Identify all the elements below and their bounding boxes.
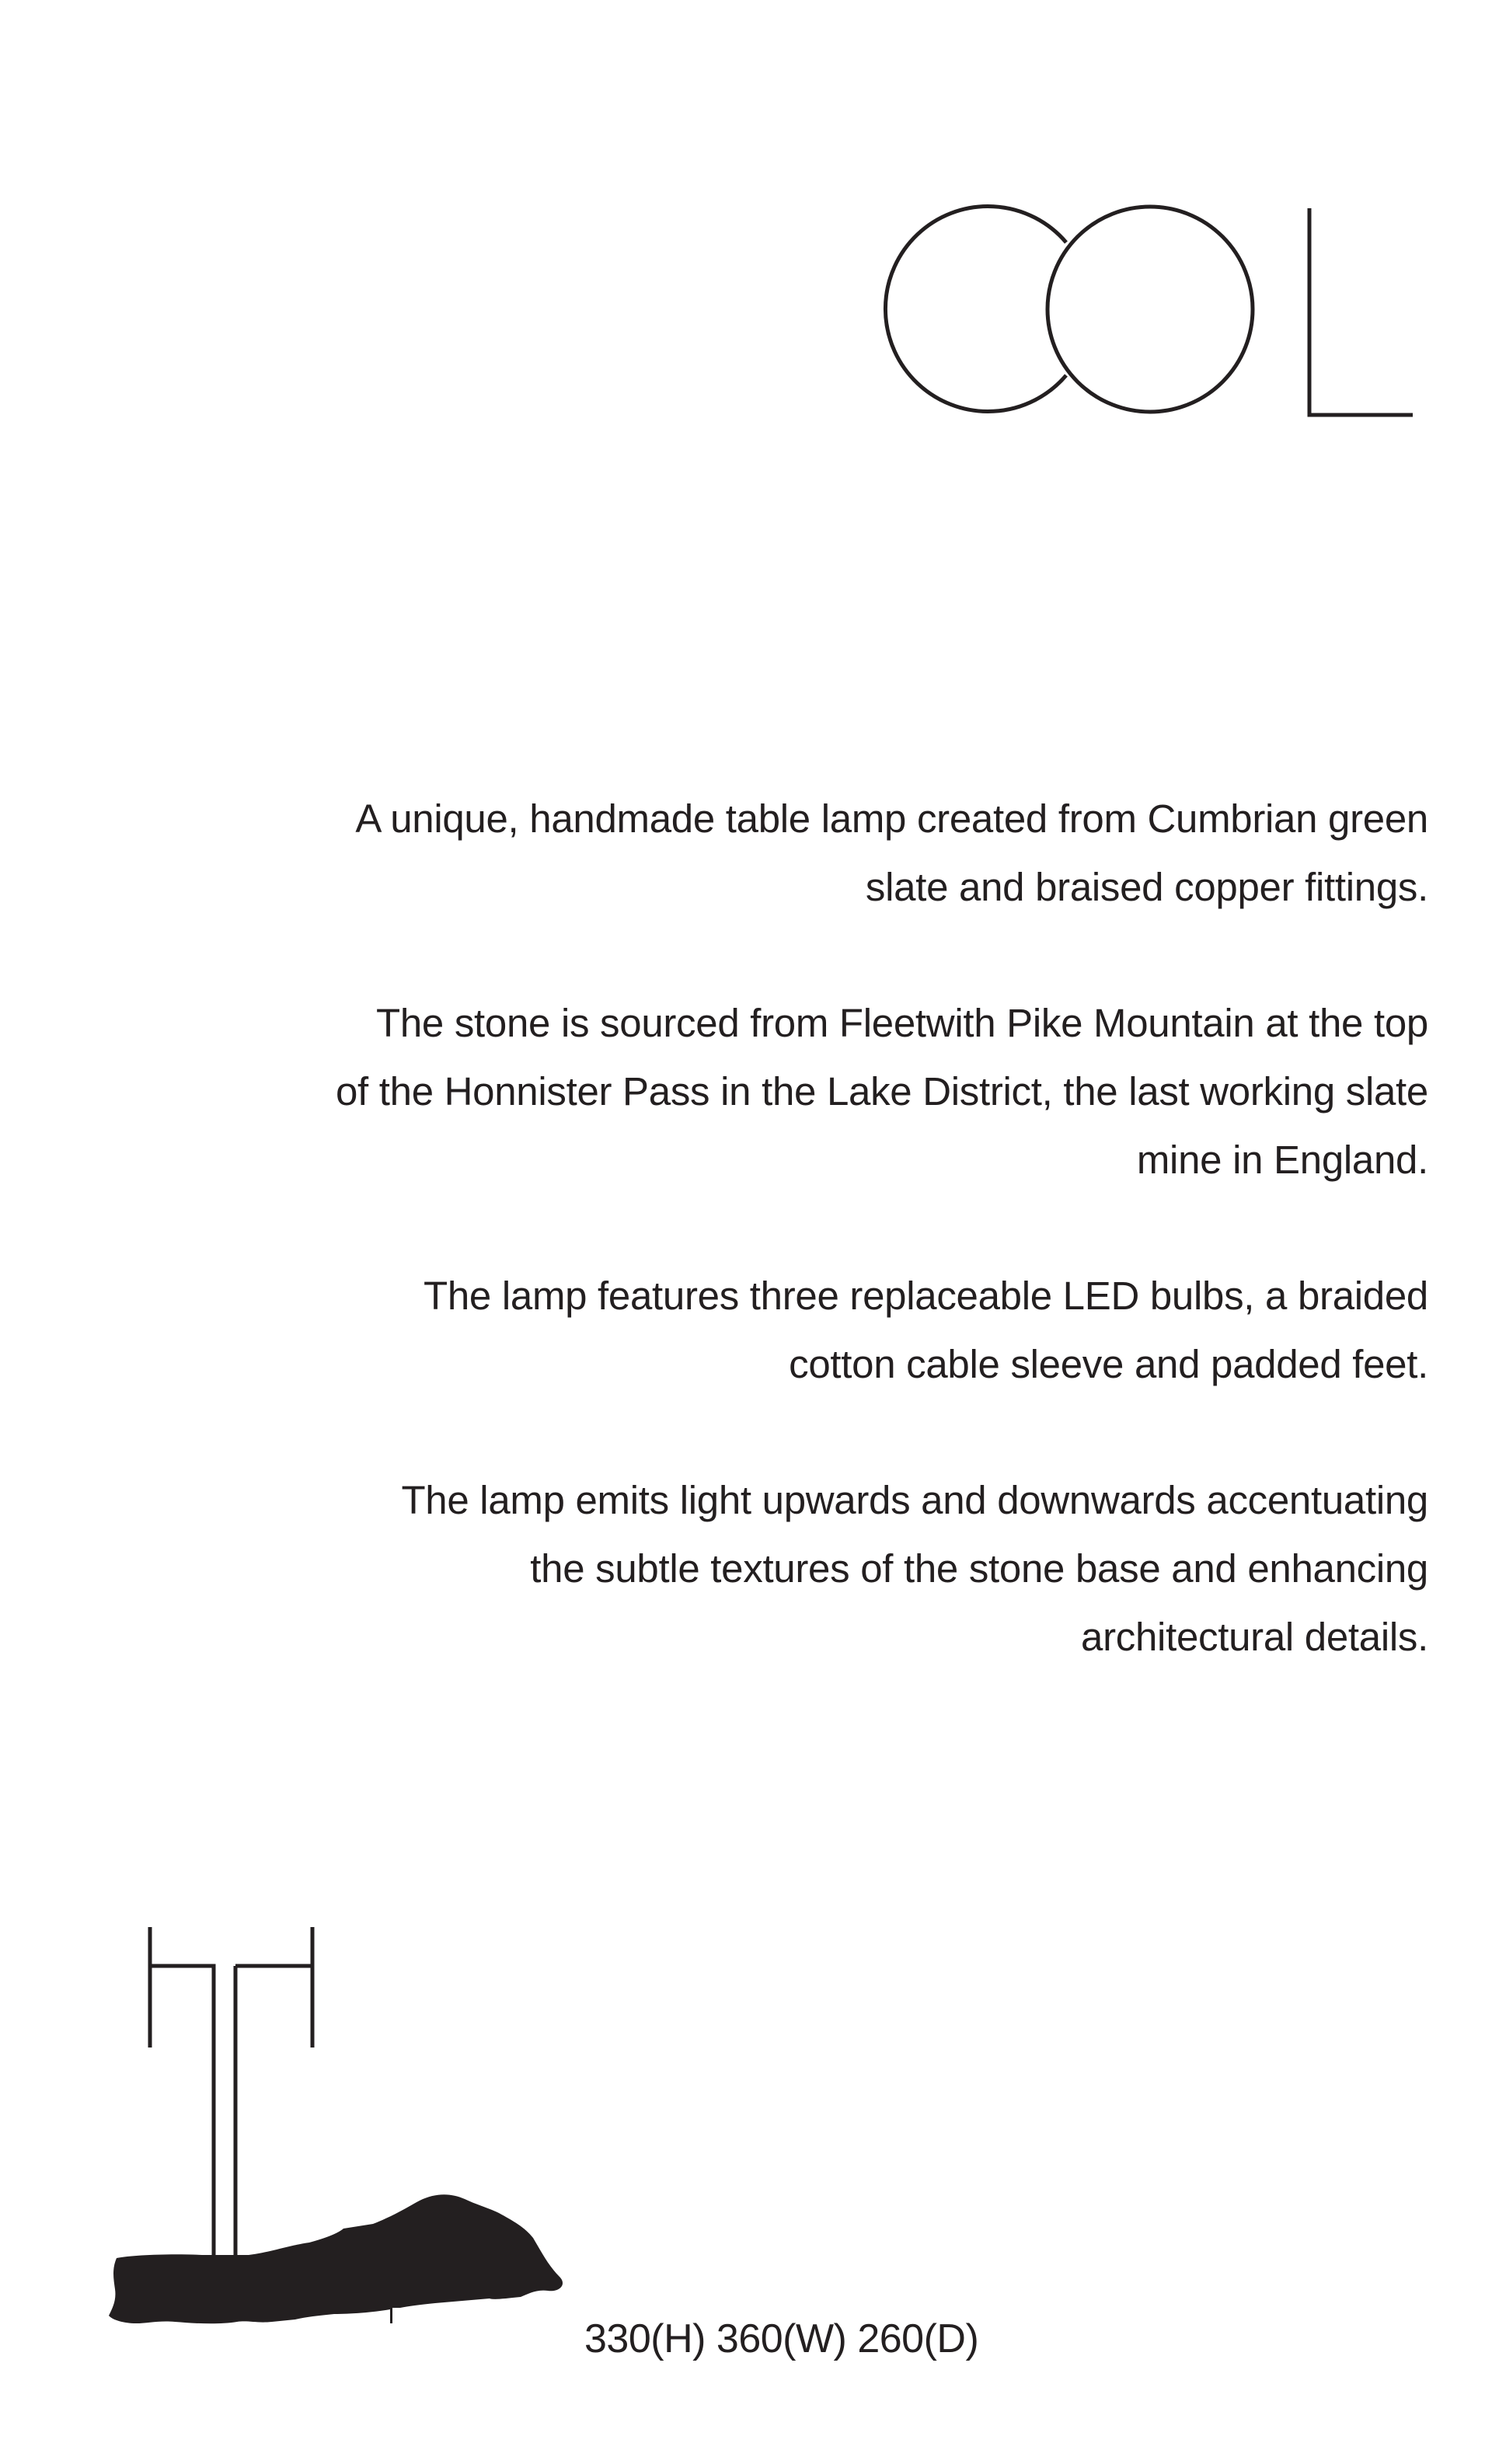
description-line: The stone is sourced from Fleetwith Pike Mountain at the top <box>375 1001 1428 1045</box>
description-line: of the Honnister Pass in the Lake District, the last working slate <box>335 1069 1428 1114</box>
description-line: cotton cable sleeve and padded feet. <box>789 1342 1428 1386</box>
description-paragraph <box>218 1262 1428 1399</box>
product-description <box>218 785 1428 1739</box>
description-line: The lamp features three replaceable LED bulbs, a braided <box>424 1274 1428 1318</box>
description-line: The lamp emits light upwards and downwards accentuating <box>401 1478 1428 1522</box>
title-letter-c <box>885 207 1066 412</box>
product-title-lettering <box>894 198 1438 431</box>
lamp-copper-fittings <box>150 1927 312 2285</box>
description-line: A unique, handmade table lamp created from Cumbrian green <box>355 796 1428 841</box>
description-line: mine in England. <box>1136 1138 1428 1182</box>
description-paragraph <box>218 1466 1428 1671</box>
lamp-left-arm <box>150 1966 214 2285</box>
description-line: architectural details. <box>1081 1615 1428 1659</box>
description-line: slate and braised copper fittings. <box>865 865 1428 909</box>
title-letter-o <box>1048 207 1253 412</box>
product-dimensions: 330(H) 360(W) 260(D) <box>584 2316 979 2361</box>
lamp-illustration-icon <box>101 1919 567 2370</box>
title-letter-l <box>1309 208 1413 415</box>
lamp-right-arm <box>235 1927 312 1966</box>
description-line: the subtle textures of the stone base and enhancing <box>530 1546 1428 1591</box>
lamp-slate-base <box>109 2194 563 2323</box>
description-paragraph <box>218 989 1428 1194</box>
description-paragraph <box>218 785 1428 922</box>
